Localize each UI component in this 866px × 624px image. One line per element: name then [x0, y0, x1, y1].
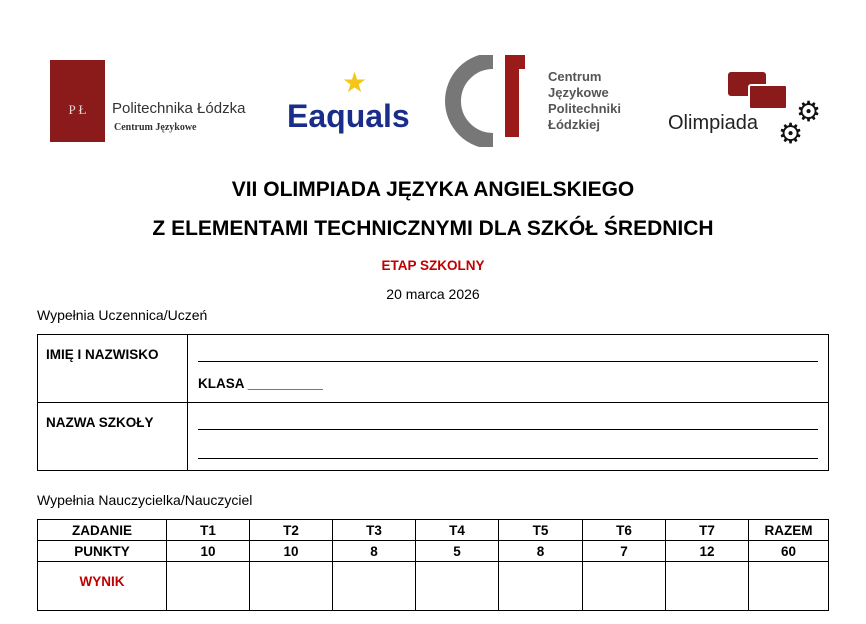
header-cell: T6: [583, 520, 666, 541]
cj-line: Językowe: [548, 85, 609, 100]
points-cell: 10: [167, 541, 250, 562]
header-cell: T7: [666, 520, 749, 541]
star-icon: ★: [342, 67, 368, 98]
speech-bubble-icon: [748, 84, 788, 110]
logo-politechnika-lodzka: [50, 60, 270, 142]
points-cell: 8: [499, 541, 583, 562]
table-row: [38, 520, 829, 541]
student-info-table: [37, 334, 829, 471]
pl-sub: Centrum Językowe: [114, 122, 197, 133]
cj-emblem: [445, 55, 545, 147]
title-line-1: VII OLIMPIADA JĘZYKA ANGIELSKIEGO: [231, 178, 635, 201]
header-cell: T4: [416, 520, 499, 541]
points-cell: 60: [749, 541, 829, 562]
result-cell[interactable]: [250, 562, 333, 611]
olimpiada-text: Olimpiada: [668, 112, 759, 134]
header-cell: T2: [250, 520, 333, 541]
school-label: NAZWA SZKOŁY: [38, 403, 188, 471]
points-cell: PUNKTY: [38, 541, 167, 562]
logo-eaquals: [287, 67, 417, 142]
school-line: [198, 458, 818, 459]
points-cell: 12: [666, 541, 749, 562]
pl-name: Politechnika Łódzka: [112, 100, 246, 117]
points-cell: 10: [250, 541, 333, 562]
school-line: [198, 429, 818, 430]
header-cell: T1: [167, 520, 250, 541]
points-cell: 8: [333, 541, 416, 562]
points-cell: 7: [583, 541, 666, 562]
points-cell: 5: [416, 541, 499, 562]
header-cell: T3: [333, 520, 416, 541]
logo-centrum-jezykowe: [445, 55, 645, 147]
result-cell[interactable]: [167, 562, 250, 611]
gear-icon: ⚙: [796, 96, 822, 127]
cj-line: Politechniki: [548, 101, 621, 116]
result-cell[interactable]: [749, 562, 829, 611]
name-label: IMIĘ I NAZWISKO: [38, 335, 188, 403]
result-cell[interactable]: [583, 562, 666, 611]
result-cell[interactable]: [666, 562, 749, 611]
title-line-2: Z ELEMENTAMI TECHNICZNYMI DLA SZKÓŁ ŚREDNICH: [152, 217, 714, 240]
pl-emblem: P Ł: [50, 60, 105, 142]
header-cell: RAZEM: [749, 520, 829, 541]
result-label: WYNIK: [38, 562, 167, 611]
table-row: [38, 562, 829, 611]
teacher-heading: Wypełnia Nauczycielka/Nauczyciel: [37, 492, 253, 508]
stage-label: ETAP SZKOLNY: [381, 258, 485, 273]
score-table: [37, 519, 829, 611]
table-row: [38, 541, 829, 562]
cj-line: Centrum: [548, 69, 602, 84]
name-field[interactable]: [188, 335, 829, 403]
student-heading: Wypełnia Uczennica/Uczeń: [37, 307, 208, 323]
logo-olimpiada: [668, 70, 828, 150]
date: 20 marca 2026: [386, 286, 480, 302]
header-cell: T5: [499, 520, 583, 541]
class-field[interactable]: KLASA __________: [198, 376, 323, 391]
header-cell: ZADANIE: [38, 520, 167, 541]
result-cell[interactable]: [499, 562, 583, 611]
cj-line: Łódzkiej: [548, 117, 601, 132]
name-line: [198, 361, 818, 362]
gear-icon: ⚙: [778, 118, 804, 149]
school-field[interactable]: [188, 403, 829, 471]
result-cell[interactable]: [416, 562, 499, 611]
eaquals-text: Eaquals: [287, 98, 410, 134]
result-cell[interactable]: [333, 562, 416, 611]
